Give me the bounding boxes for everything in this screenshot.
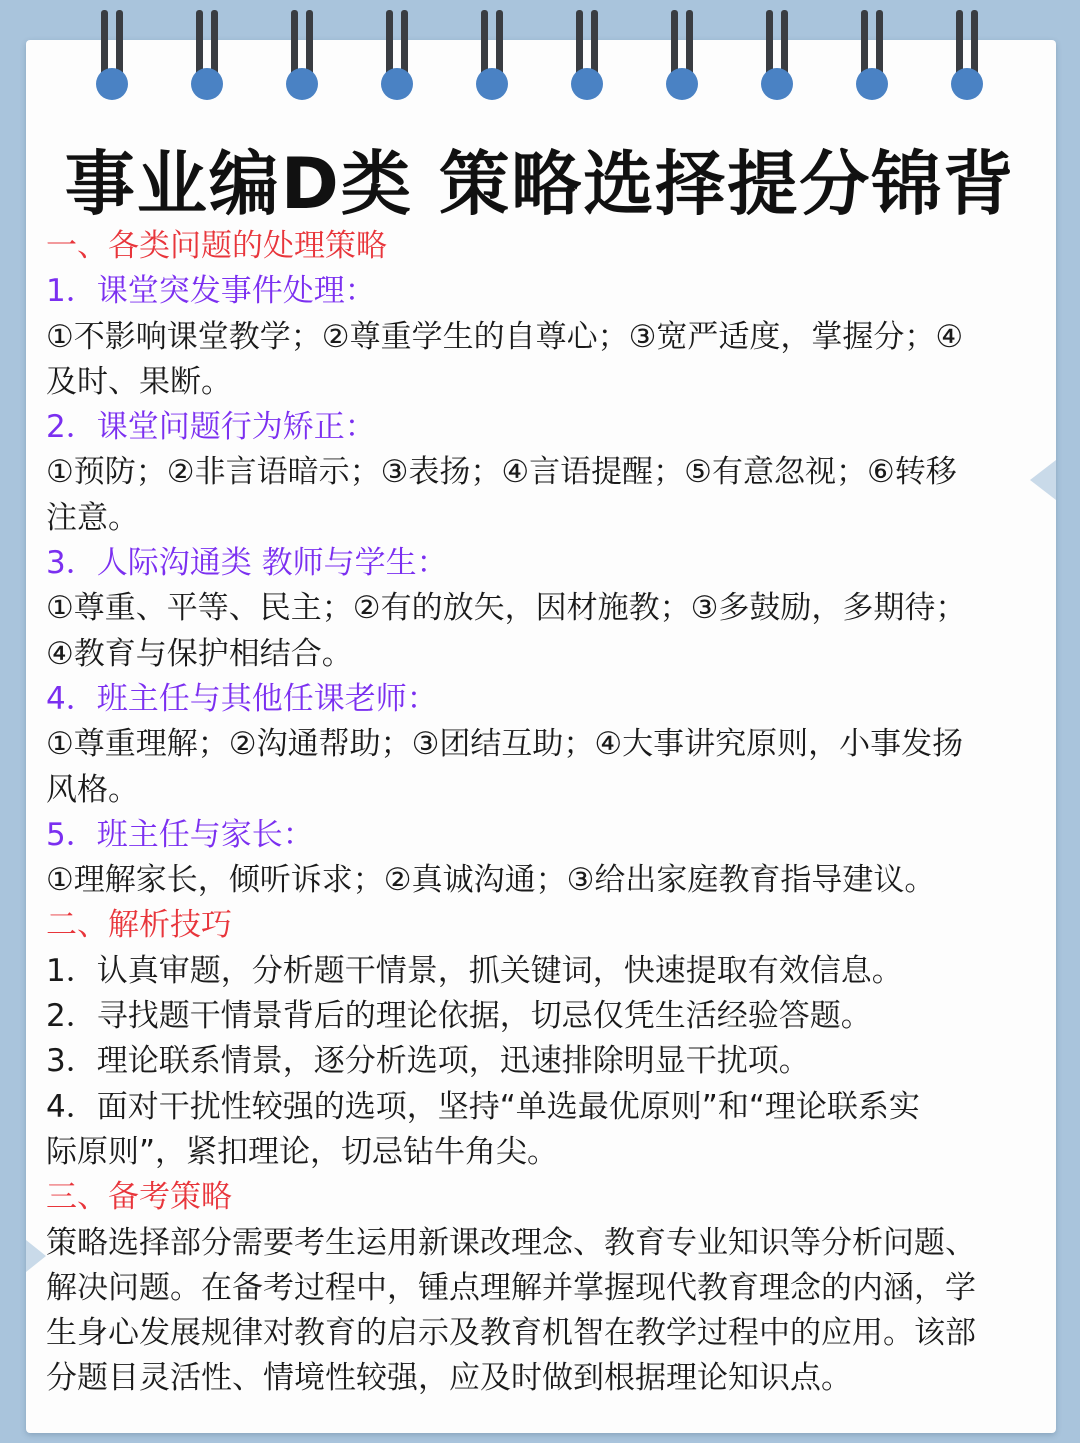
- binding-ring: [947, 0, 987, 110]
- item-heading: 4．班主任与其他任课老师：: [46, 680, 438, 717]
- item-heading: 5．班主任与家长：: [46, 816, 314, 853]
- tip-line: 2．寻找题干情景背后的理论依据，切忌仅凭生活经验答题。: [46, 998, 872, 1035]
- section-heading: 三、备考策略: [46, 1179, 232, 1216]
- item-text-line: 注意。: [46, 499, 139, 536]
- item-heading: 1．课堂突发事件处理：: [46, 273, 376, 310]
- spiral-binding: [0, 0, 1080, 110]
- tip-line: 4．面对干扰性较强的选项，坚持“单选最优原则”和“理论联系实: [46, 1088, 920, 1125]
- section-heading: 一、各类问题的处理策略: [46, 228, 387, 264]
- item-heading: 2．课堂问题行为矫正：: [46, 409, 376, 446]
- strategy-line: 解决问题。在备考过程中，锺点理解并掌握现代教育理念的内涵，学: [46, 1269, 976, 1306]
- binding-ring: [377, 0, 417, 110]
- binding-ring: [567, 0, 607, 110]
- item-text-line: ①预防；②非言语暗示；③表扬；④言语提醒；⑤有意忽视；⑥转移: [46, 454, 957, 491]
- tip-line: 1．认真审题，分析题干情景，抓关键词，快速提取有效信息。: [46, 952, 903, 989]
- page-title: 事业编D类 策略选择提分锦背: [64, 143, 1016, 225]
- binding-ring: [282, 0, 322, 110]
- content-body: [46, 224, 1046, 1402]
- item-text-line: ①不影响课堂教学；②尊重学生的自尊心；③宽严适度，掌握分；④: [46, 318, 964, 355]
- strategy-line: 分题目灵活性、情境性较强，应及时做到根据理论知识点。: [46, 1360, 852, 1397]
- binding-ring: [757, 0, 797, 110]
- item-heading: 3．人际沟通类 教师与学生：: [46, 545, 448, 582]
- section-heading: 二、解析技巧: [46, 907, 232, 944]
- item-text-line: 及时、果断。: [46, 363, 232, 400]
- strategy-line: 策略选择部分需要考生运用新课改理念、教育专业知识等分析问题、: [46, 1224, 976, 1261]
- binding-ring: [852, 0, 892, 110]
- item-text-line: ①尊重理解；②沟通帮助；③团结互助；④大事讲究原则，小事发扬: [46, 726, 964, 763]
- binding-ring: [472, 0, 512, 110]
- tip-line: 际原则”，紧扣理论，切忌钻牛角尖。: [46, 1133, 559, 1170]
- tip-line: 3．理论联系情景，逐分析选项，迅速排除明显干扰项。: [46, 1043, 810, 1080]
- item-text-line: ④教育与保护相结合。: [46, 635, 353, 672]
- strategy-line: 生身心发展规律对教育的启示及教育机智在教学过程中的应用。该部: [46, 1315, 976, 1352]
- binding-ring: [187, 0, 227, 110]
- item-text-line: ①尊重、平等、民主；②有的放矢，因材施教；③多鼓励，多期待；: [46, 590, 967, 627]
- item-text-line: ①理解家长，倾听诉求；②真诚沟通；③给出家庭教育指导建议。: [46, 862, 936, 899]
- binding-ring: [662, 0, 702, 110]
- item-text-line: 风格。: [46, 771, 139, 808]
- page-fold-left: [26, 1240, 46, 1272]
- binding-ring: [92, 0, 132, 110]
